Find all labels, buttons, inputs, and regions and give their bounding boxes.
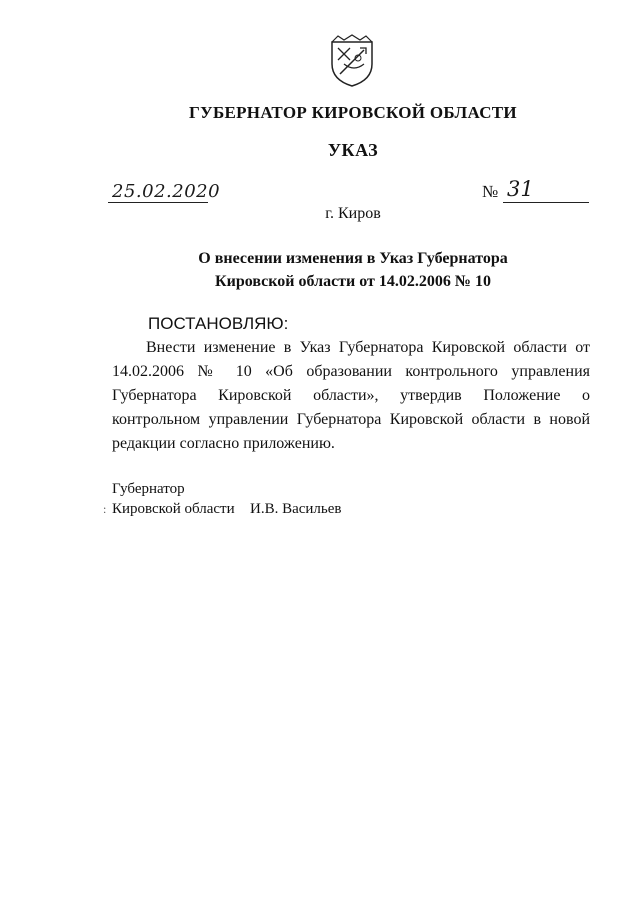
coat-of-arms-icon xyxy=(330,34,374,88)
signatory-title-line-2: Кировской области xyxy=(112,501,235,517)
date-underline xyxy=(108,202,208,203)
margin-mark: : xyxy=(103,502,107,516)
signatory-title-line-1: Губернатор xyxy=(112,481,185,497)
number-underline xyxy=(503,202,589,203)
document-type: УКАЗ xyxy=(327,140,379,160)
document-number: 31 xyxy=(507,177,534,201)
document-date: 25.02.2020 xyxy=(112,181,221,202)
number-sign: № xyxy=(482,182,499,201)
document-subject xyxy=(0,247,640,293)
subject-line-1: О внесении изменения в Указ Губернатора xyxy=(198,250,508,267)
subject-line-2: Кировской области от 14.02.2006 № 10 xyxy=(215,273,491,290)
signatory-name: И.В. Васильев xyxy=(250,501,342,517)
issuing-authority: ГУБЕРНАТОР КИРОВСКОЙ ОБЛАСТИ xyxy=(189,103,517,122)
city: г. Киров xyxy=(325,205,381,222)
signatory-title xyxy=(112,479,235,519)
body-paragraph: Внести изменение в Указ Губернатора Кировской области от 14.02.2006 № 10 «Об образовании контрольного управления Губернатора Кировской области», утвердив Положение о контрольном управлении Губернатора Кировской области в новой редакции согласно приложению. xyxy=(112,339,590,452)
decree-word: ПОСТАНОВЛЯЮ: xyxy=(148,314,289,333)
